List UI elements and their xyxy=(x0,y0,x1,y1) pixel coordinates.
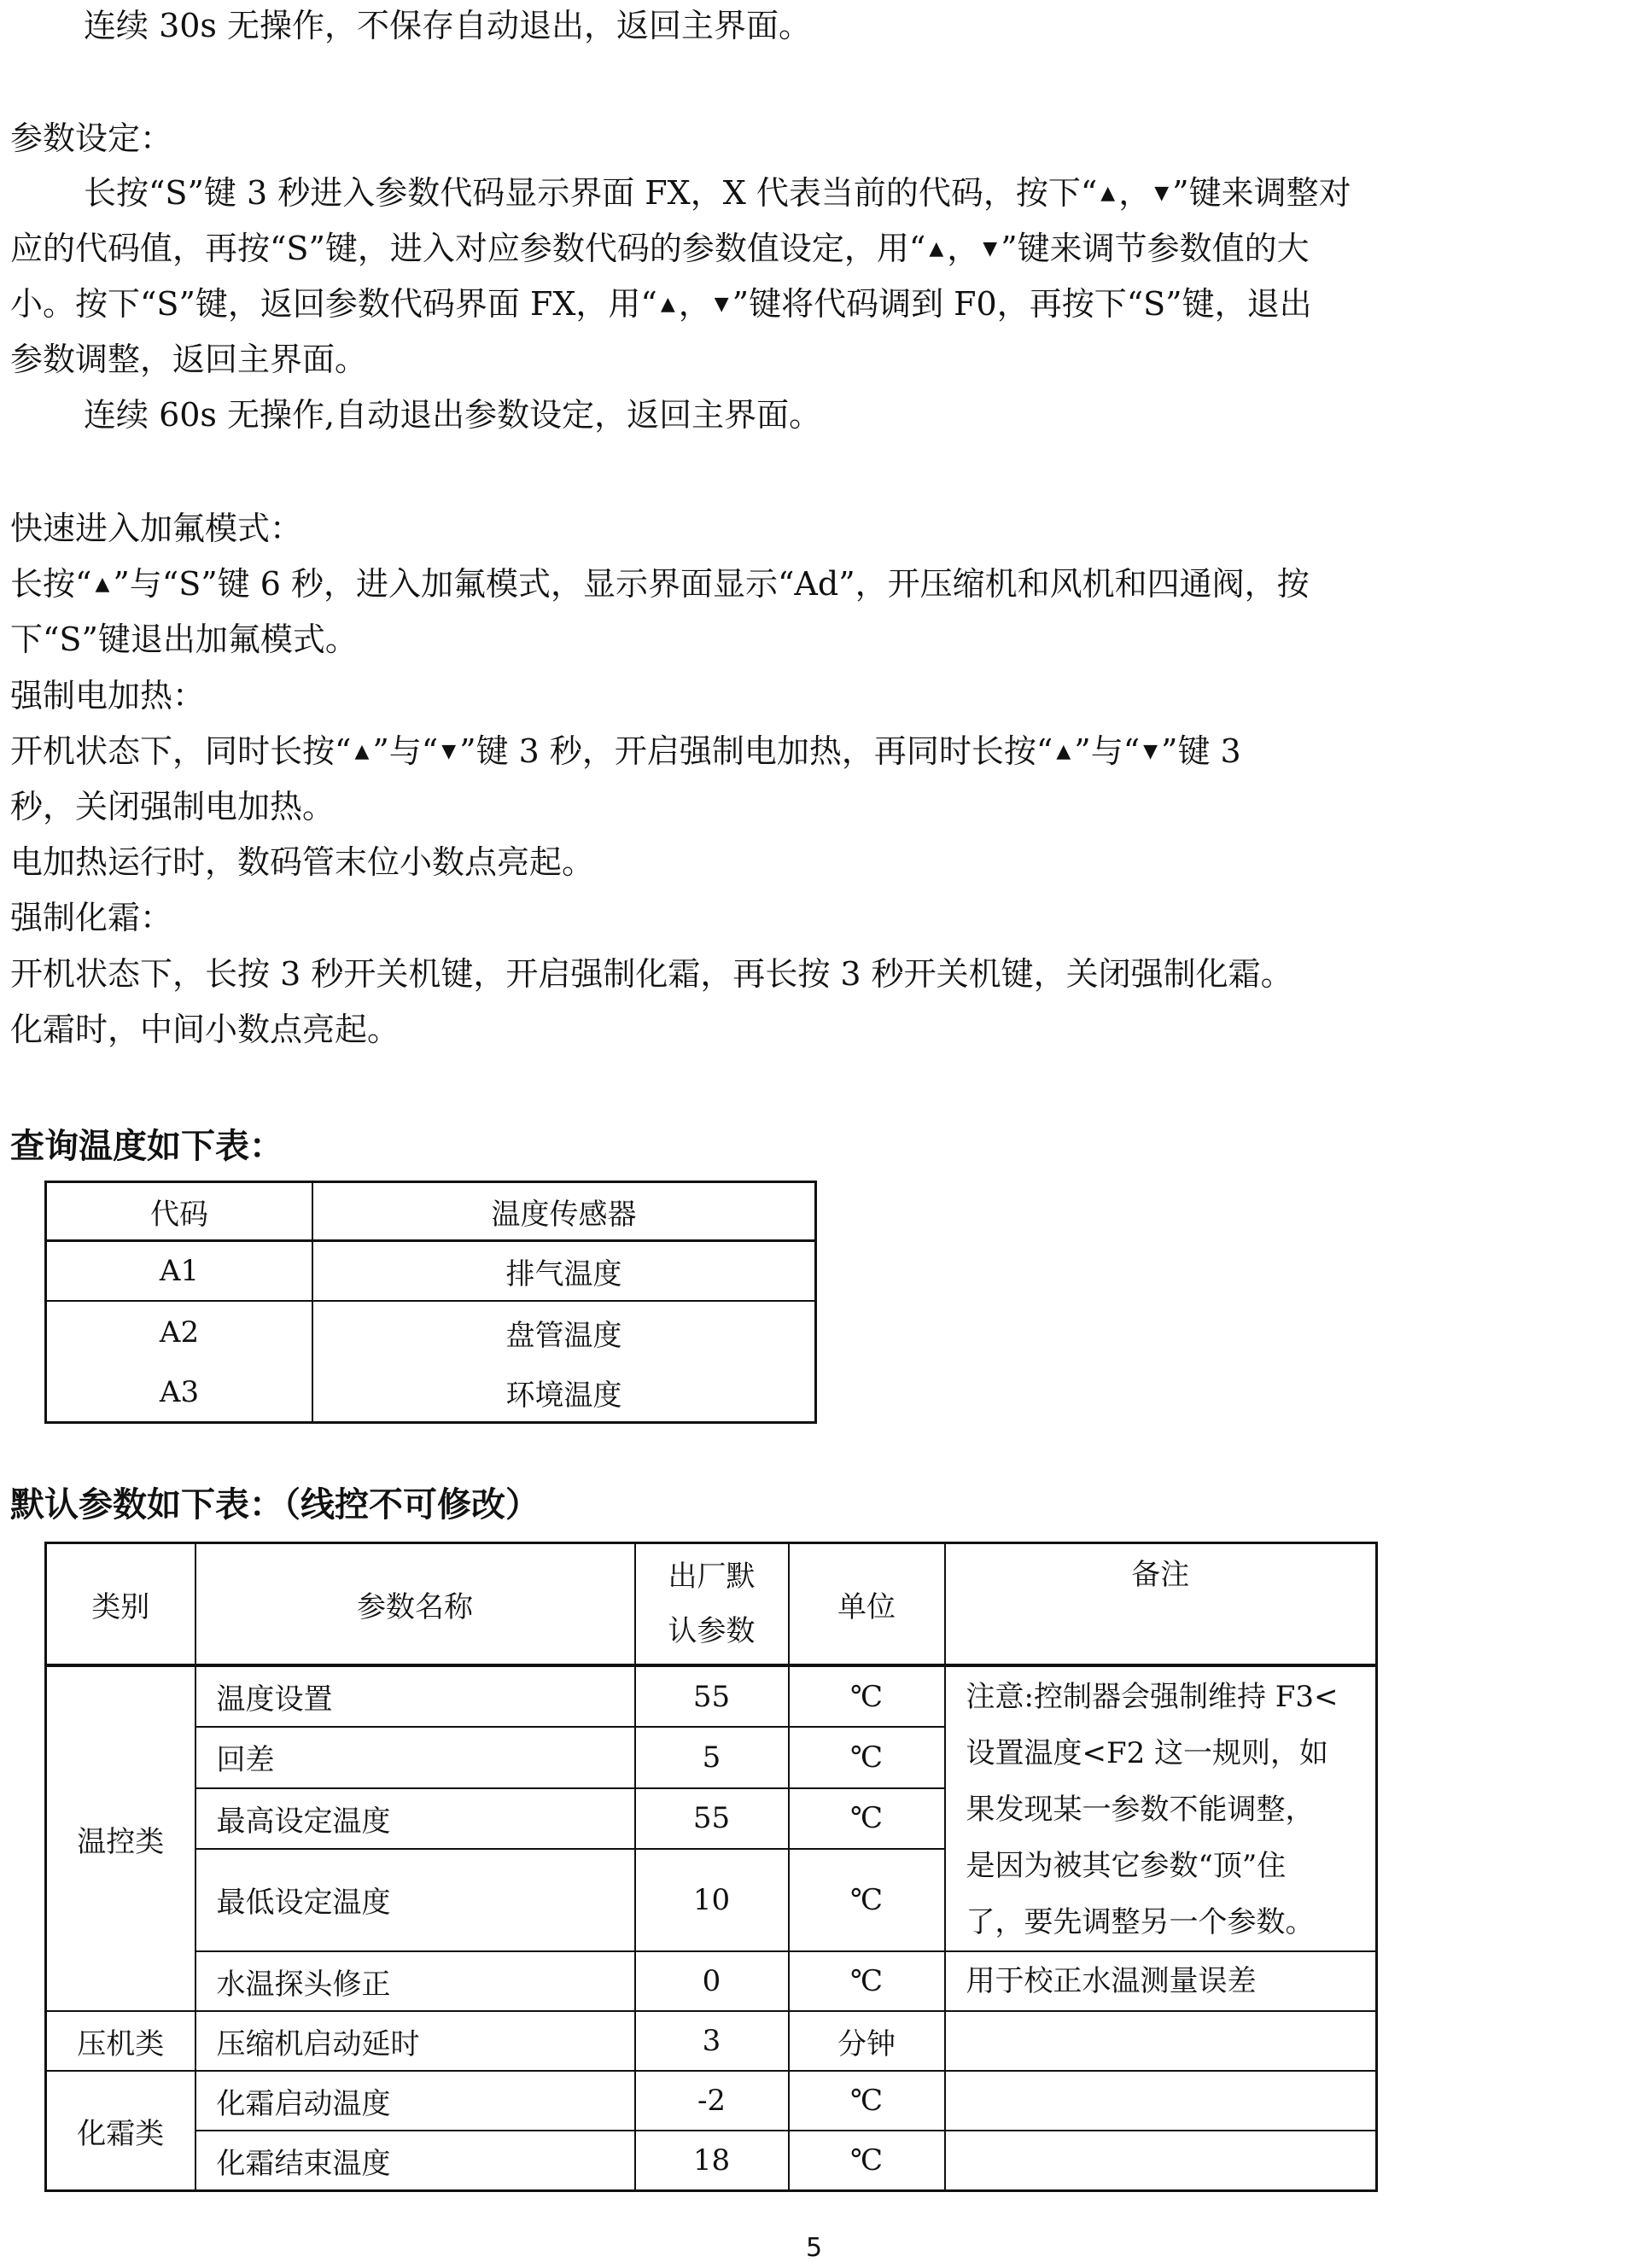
heat-line-2: 秒，关闭强制电加热。 xyxy=(10,788,336,825)
temp-table-title: 查询温度如下表： xyxy=(10,1127,283,1166)
header-note: 备注 xyxy=(945,1543,1377,1666)
down-arrow-icon: ▼ xyxy=(441,741,457,762)
header-code: 代码 xyxy=(46,1182,313,1241)
cell-note: 注意:控制器会强制维持 F3< 设置温度<F2 这一规则，如 果发现某一参数不能调整， 是因为被其它参数“顶”住 了，要先调整另一个参数。 xyxy=(945,1665,1377,1951)
heat-line-3: 电加热运行时，数码管末位小数点亮起。 xyxy=(10,843,595,881)
cell-code: A2 xyxy=(46,1301,313,1363)
cell-sensor: 环境温度 xyxy=(505,1378,622,1413)
table-row xyxy=(46,1241,816,1302)
cell-param-name: 温度设置 xyxy=(195,1665,635,1727)
cell-default-value: 3 xyxy=(635,2011,789,2071)
default-parameter-table xyxy=(44,1542,1378,2192)
cell-category: 温控类 xyxy=(46,1665,195,2011)
cell-param-name: 压缩机启动延时 xyxy=(195,2011,635,2071)
cell-unit: 分钟 xyxy=(789,2011,945,2071)
cell-param-name: 回差 xyxy=(195,1727,635,1787)
header-param-name: 参数名称 xyxy=(195,1543,635,1666)
header-category: 类别 xyxy=(46,1543,195,1666)
cell-default-value: 18 xyxy=(635,2131,789,2191)
table-row xyxy=(46,2011,1377,2071)
paragraph-timeout: 连续 30s 无操作，不保存自动退出，返回主界面。 xyxy=(84,7,812,44)
cell-unit: ℃ xyxy=(789,1849,945,1951)
cell-default-value: 55 xyxy=(635,1788,789,1849)
section-title-forced-heating: 强制电加热： xyxy=(10,677,206,714)
cell-category: 压机类 xyxy=(46,2011,195,2071)
table-row xyxy=(46,1301,816,1363)
cell-sensor: 盘管温度 xyxy=(505,1318,622,1353)
up-arrow-icon: ▲ xyxy=(354,741,370,762)
cell-param-name: 化霜启动温度 xyxy=(195,2071,635,2131)
defrost-line-1: 开机状态下，长按 3 秒开关机键，开启强制化霜，再长按 3 秒开关机键，关闭强制化霜。 xyxy=(10,955,1293,993)
down-arrow-icon: ▼ xyxy=(983,238,998,259)
cell-category: 化霜类 xyxy=(46,2071,195,2191)
cell-param-name: 水温探头修正 xyxy=(195,1951,635,2011)
cell-code: A1 xyxy=(46,1241,313,1302)
up-arrow-icon: ▲ xyxy=(1056,741,1071,762)
page-number: 5 xyxy=(805,2233,823,2263)
fast-line-1: 长按“ ▲ ”与“S”键 6 秒，进入加氟模式，显示界面显示“Ad”，开压缩机和风机和四通阀，按 xyxy=(10,565,1310,603)
table-row xyxy=(46,1363,816,1423)
param-line-3: 小。按下“S”键，返回参数代码界面 FX，用“ ▲ ， ▼ ”键将代码调到 F0，再按下“S”键，退出 xyxy=(10,285,1312,323)
cell-unit: ℃ xyxy=(789,2131,945,2191)
temperature-query-table xyxy=(44,1181,817,1424)
cell-note xyxy=(945,2131,1377,2191)
param-line-4: 参数调整，返回主界面。 xyxy=(10,341,368,378)
cell-unit: ℃ xyxy=(789,1727,945,1787)
header-default-value: 出厂默 认参数 xyxy=(635,1543,789,1666)
cell-unit: ℃ xyxy=(789,1665,945,1727)
param-table-title: 默认参数如下表：（线控不可修改） xyxy=(10,1485,540,1525)
header-unit: 单位 xyxy=(789,1543,945,1666)
header-sensor: 温度传感器 xyxy=(312,1182,816,1241)
cell-sensor: 排气温度 xyxy=(312,1241,816,1302)
up-arrow-icon: ▲ xyxy=(660,294,675,315)
down-arrow-icon: ▼ xyxy=(1154,183,1170,204)
cell-note xyxy=(945,2071,1377,2131)
cell-unit: ℃ xyxy=(789,1951,945,2011)
cell-unit: ℃ xyxy=(789,1788,945,1849)
cell-param-name: 最高设定温度 xyxy=(195,1788,635,1849)
cell-note xyxy=(945,2011,1377,2071)
table-row xyxy=(46,2071,1377,2131)
table-row xyxy=(46,1951,1377,2011)
table-row xyxy=(46,1665,1377,1727)
cell-default-value: 0 xyxy=(635,1951,789,2011)
table-row xyxy=(46,2131,1377,2191)
cell-default-value: -2 xyxy=(635,2071,789,2131)
fast-line-2: 下“S”键退出加氟模式。 xyxy=(10,621,358,658)
cell-code: A3 xyxy=(46,1363,313,1423)
up-arrow-icon: ▲ xyxy=(95,574,110,595)
down-arrow-icon: ▼ xyxy=(1143,741,1158,762)
section-title-param-setting: 参数设定： xyxy=(10,120,173,157)
down-arrow-icon: ▼ xyxy=(714,294,729,315)
param-line-5: 连续 60s 无操作,自动退出参数设定，返回主界面。 xyxy=(84,396,822,434)
cell-param-name: 最低设定温度 xyxy=(195,1849,635,1951)
param-line-1: 长按“S”键 3 秒进入参数代码显示界面 FX，X 代表当前的代码，按下“ ▲ ， ▼ ”键来调整对 xyxy=(84,174,1351,212)
defrost-line-2: 化霜时，中间小数点亮起。 xyxy=(10,1011,400,1048)
cell-param-name: 化霜结束温度 xyxy=(195,2131,635,2191)
cell-note: 用于校正水温测量误差 xyxy=(945,1951,1377,2011)
section-title-fast-refrigerant: 快速进入加氟模式： xyxy=(10,510,303,547)
table-header-row xyxy=(46,1543,1377,1666)
cell-default-value: 55 xyxy=(635,1665,789,1727)
section-title-forced-defrost: 强制化霜： xyxy=(10,899,173,936)
cell-default-value: 5 xyxy=(635,1727,789,1787)
up-arrow-icon: ▲ xyxy=(929,238,944,259)
param-line-2: 应的代码值，再按“S”键，进入对应参数代码的参数值设定，用“ ▲ ， ▼ ”键来调节参数值的大 xyxy=(10,230,1310,267)
heat-line-1: 开机状态下，同时长按“ ▲ ”与“ ▼ ”键 3 秒，开启强制电加热，再同时长按“ ▲ ”与“ ▼ ”键 3 xyxy=(10,732,1241,770)
cell-default-value: 10 xyxy=(635,1849,789,1951)
cell-unit: ℃ xyxy=(789,2071,945,2131)
up-arrow-icon: ▲ xyxy=(1100,183,1116,204)
table-header-row xyxy=(46,1182,816,1241)
